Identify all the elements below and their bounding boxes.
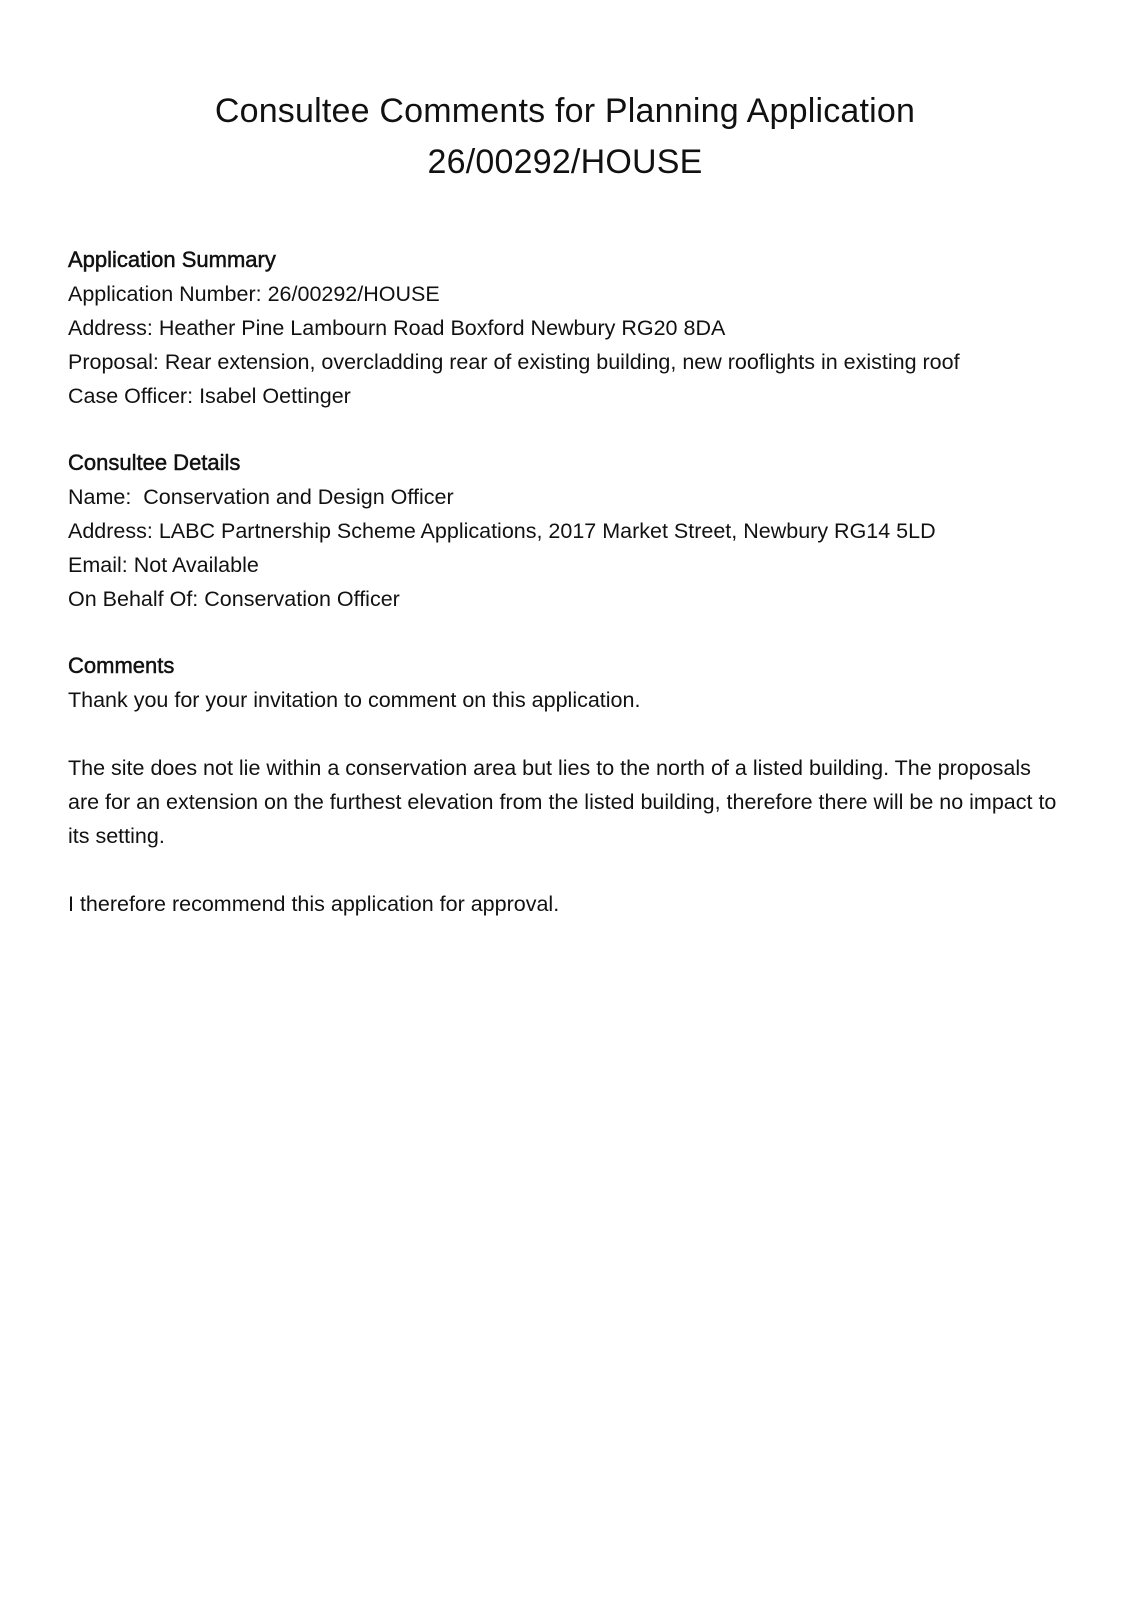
proposal-field bbox=[68, 345, 1062, 379]
comment-paragraph-1: Thank you for your invitation to comment on this application. bbox=[68, 688, 641, 712]
on-behalf-of-field bbox=[68, 582, 1062, 616]
consultee-details-section bbox=[68, 446, 1062, 616]
consultee-details-heading: Consultee Details bbox=[68, 450, 241, 475]
comment-paragraph-3: I therefore recommend this application for approval. bbox=[68, 892, 560, 916]
case-officer-label: Case Officer: bbox=[68, 384, 194, 408]
consultee-address-field bbox=[68, 514, 1062, 548]
case-officer-field bbox=[68, 379, 1062, 413]
consultee-name-value: Conservation and Design Officer bbox=[143, 485, 454, 509]
application-number-field bbox=[68, 277, 1062, 311]
application-number-label: Application Number: bbox=[68, 282, 262, 306]
comment-paragraph-2: The site does not lie within a conservation area but lies to the north of a listed building. The proposals are for an extension on the furthest elevation from the listed building, therefore there will be no impact to its setting. bbox=[68, 756, 1057, 848]
consultee-address-value: LABC Partnership Scheme Applications, 2017 Market Street, Newbury RG14 5LD bbox=[158, 519, 936, 543]
application-summary-heading: Application Summary bbox=[68, 247, 276, 272]
document-title-line-1: Consultee Comments for Planning Application bbox=[214, 92, 916, 130]
application-address-label: Address: bbox=[68, 316, 153, 340]
consultee-email-field bbox=[68, 548, 1062, 582]
proposal-value: Rear extension, overcladding rear of existing building, new rooflights in existing roof bbox=[164, 350, 960, 374]
consultee-email-label: Email: bbox=[68, 553, 128, 577]
document-title-line-2: 26/00292/HOUSE bbox=[427, 143, 703, 181]
application-number-value: 26/00292/HOUSE bbox=[267, 282, 440, 306]
consultee-name-field bbox=[68, 480, 1062, 514]
document-title bbox=[68, 0, 1062, 188]
proposal-label: Proposal: bbox=[68, 350, 159, 374]
consultee-address-label: Address: bbox=[68, 519, 153, 543]
application-address-value: Heather Pine Lambourn Road Boxford Newbury RG20 8DA bbox=[158, 316, 726, 340]
application-address-field bbox=[68, 311, 1062, 345]
consultee-email-value: Not Available bbox=[133, 553, 259, 577]
application-summary-section bbox=[68, 243, 1062, 413]
comments-heading: Comments bbox=[68, 653, 175, 678]
comments-section bbox=[68, 649, 1062, 921]
case-officer-value: Isabel Oettinger bbox=[199, 384, 351, 408]
on-behalf-of-label: On Behalf Of: bbox=[68, 587, 199, 611]
consultee-name-label: Name: bbox=[68, 485, 132, 509]
on-behalf-of-value: Conservation Officer bbox=[204, 587, 400, 611]
